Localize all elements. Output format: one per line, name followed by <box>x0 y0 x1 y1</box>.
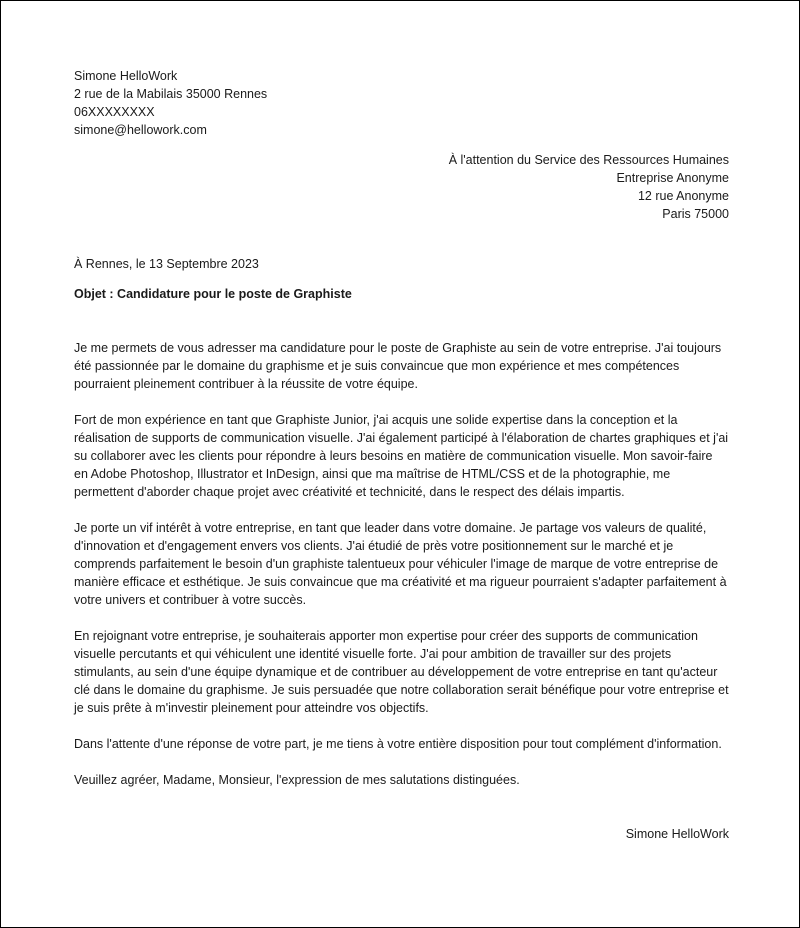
letter-body <box>74 339 729 789</box>
sender-name: Simone HelloWork <box>74 69 178 83</box>
sender-block <box>74 67 729 139</box>
recipient-attention: À l'attention du Service des Ressources Humaines <box>448 153 729 167</box>
date-line: À Rennes, le 13 Septembre 2023 <box>74 257 259 271</box>
closing-formula: Veuillez agréer, Madame, Monsieur, l'expression de mes salutations distinguées. <box>74 773 520 787</box>
recipient-city: Paris 75000 <box>662 207 729 221</box>
recipient-street: 12 rue Anonyme <box>637 189 729 203</box>
subject-line: Objet : Candidature pour le poste de Graphiste <box>74 287 352 301</box>
body-paragraph: En rejoignant votre entreprise, je souhaiterais apporter mon expertise pour créer des supports de communication visuelle percutants et qui véhiculent une identité visuelle forte. J'ai pour ambition de travailler sur des projets stimulants, au sein d'une équipe dynamique et de contribuer au développement de votre entreprise en tant qu'acteur clé dans le domaine du graphisme. Je suis persuadée que notre collaboration serait bénéfique pour votre entreprise et je suis prête à m'investir pleinement pour atteindre vos objectifs. <box>74 629 729 715</box>
body-paragraph: Je porte un vif intérêt à votre entreprise, en tant que leader dans votre domaine. Je partage vos valeurs de qualité, d'innovation et d'engagement envers vos clients. J'ai étudié de près votre positionnement sur le marché et je comprends parfaitement le besoin d'un graphiste talentueux pour véhiculer l'image de marque de votre entreprise de manière efficace et esthétique. Je suis convaincue que ma créativité et ma rigueur pourraient s'adapter parfaitement à votre univers et contribuer à votre succès. <box>74 521 727 607</box>
sender-phone: 06XXXXXXXX <box>74 105 155 119</box>
signature: Simone HelloWork <box>625 827 729 841</box>
sender-address: 2 rue de la Mabilais 35000 Rennes <box>74 87 268 101</box>
sender-email: simone@hellowork.com <box>74 123 207 137</box>
recipient-company: Entreprise Anonyme <box>616 171 729 185</box>
letter-content <box>74 67 729 843</box>
body-paragraph: Dans l'attente d'une réponse de votre part, je me tiens à votre entière disposition pour tout complément d'information. <box>74 737 722 751</box>
body-paragraph: Fort de mon expérience en tant que Graphiste Junior, j'ai acquis une solide expertise dans la conception et la réalisation de supports de communication visuelle. J'ai également participé à l'élaboration de chartes graphiques et j'ai su collaborer avec les clients pour répondre à leurs besoins en matière de communication visuelle. Mon savoir-faire en Adobe Photoshop, Illustrator et InDesign, ainsi que ma maîtrise de HTML/CSS et de la photographie, me permettent d'aborder chaque projet avec créativité et technicité, dans le respect des délais impartis. <box>74 413 729 499</box>
recipient-block <box>74 151 729 223</box>
body-paragraph: Je me permets de vous adresser ma candidature pour le poste de Graphiste au sein de votre entreprise. J'ai toujours été passionnée par le domaine du graphisme et je suis convaincue que mon expérience et mes compétences pourraient pleinement contribuer à la réussite de votre équipe. <box>74 341 722 391</box>
